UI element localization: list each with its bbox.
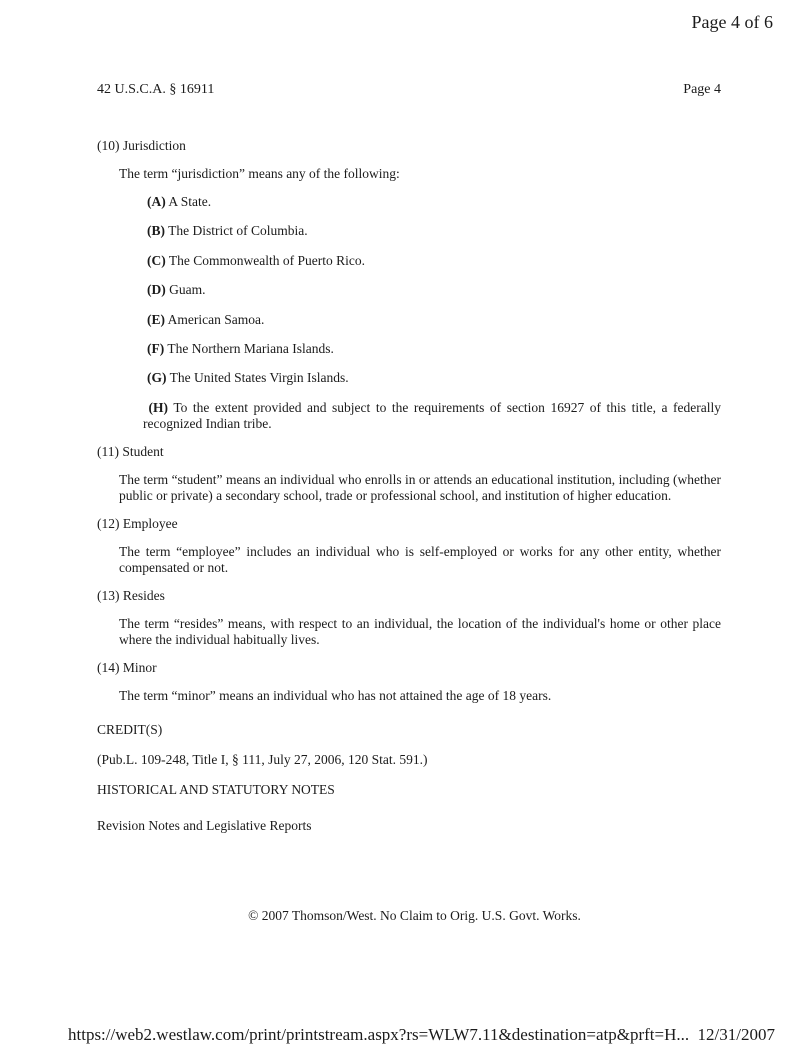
section-10-intro: The term “jurisdiction” means any of the following: bbox=[119, 166, 400, 181]
credits-citation: (Pub.L. 109-248, Title I, § 111, July 27, 2006, 120 Stat. 591.) bbox=[97, 751, 428, 767]
item-label: (F) bbox=[147, 340, 165, 356]
section-12-body: The term “employee” includes an individual who is self-employed or works for any other entity, whether compensated or not. bbox=[119, 543, 721, 575]
section-12-heading: (12) Employee bbox=[97, 515, 178, 531]
jurisdiction-item-b bbox=[147, 223, 721, 239]
jurisdiction-item-e bbox=[147, 312, 721, 328]
item-text: The District of Columbia. bbox=[165, 223, 308, 239]
item-text: The Northern Mariana Islands. bbox=[164, 340, 334, 356]
item-label: (C) bbox=[147, 252, 166, 268]
footer-date: 12/31/2007 bbox=[697, 1025, 775, 1044]
document-citation: 42 U.S.C.A. § 16911 bbox=[97, 82, 215, 97]
browser-page-counter: Page 4 of 6 bbox=[691, 12, 773, 32]
jurisdiction-item-a bbox=[147, 194, 721, 210]
section-11-heading: (11) Student bbox=[97, 443, 164, 459]
item-label: (D) bbox=[147, 282, 166, 298]
jurisdiction-item-f bbox=[147, 341, 721, 357]
credits-heading: CREDIT(S) bbox=[97, 721, 163, 737]
footer-url: https://web2.westlaw.com/print/printstream.aspx?rs=WLW7.11&destination=atp&prft=H... bbox=[68, 1025, 690, 1044]
notes-subheading: Revision Notes and Legislative Reports bbox=[97, 817, 312, 833]
item-label: (H) bbox=[148, 399, 169, 415]
item-label: (E) bbox=[147, 311, 165, 327]
item-label: (A) bbox=[147, 194, 166, 209]
section-13-body: The term “resides” means, with respect to an individual, the location of the individual's home or other place where the individual habitually lives. bbox=[119, 615, 721, 647]
item-text: To the extent provided and subject to the requirements of section 16927 of this title, a federally recognized Indian tribe. bbox=[143, 399, 721, 431]
notes-heading: HISTORICAL AND STATUTORY NOTES bbox=[97, 781, 335, 797]
copyright-notice: © 2007 Thomson/West. No Claim to Orig. U.S. Govt. Works. bbox=[248, 908, 581, 923]
item-label: (B) bbox=[147, 223, 165, 239]
section-11-body: The term “student” means an individual who enrolls in or attends an educational institution, including (whether public or private) a secondary school, trade or professional school, and institution of higher education. bbox=[119, 471, 721, 503]
section-14-heading: (14) Minor bbox=[97, 659, 157, 675]
jurisdiction-item-g bbox=[147, 370, 721, 386]
item-text: The United States Virgin Islands. bbox=[166, 370, 349, 386]
item-text: The Commonwealth of Puerto Rico. bbox=[165, 252, 365, 268]
item-text: American Samoa. bbox=[165, 311, 265, 327]
jurisdiction-item-d bbox=[147, 282, 721, 298]
item-text: A State. bbox=[165, 194, 212, 209]
section-13-heading: (13) Resides bbox=[97, 587, 165, 603]
document-page-number: Page 4 bbox=[683, 82, 721, 97]
item-label: (G) bbox=[147, 370, 167, 386]
item-text: Guam. bbox=[165, 282, 206, 298]
section-10-heading: (10) Jurisdiction bbox=[97, 138, 186, 153]
jurisdiction-item-c bbox=[147, 253, 721, 269]
jurisdiction-item-h bbox=[143, 400, 721, 432]
document-body bbox=[97, 138, 721, 848]
section-14-body: The term “minor” means an individual who has not attained the age of 18 years. bbox=[119, 687, 552, 703]
